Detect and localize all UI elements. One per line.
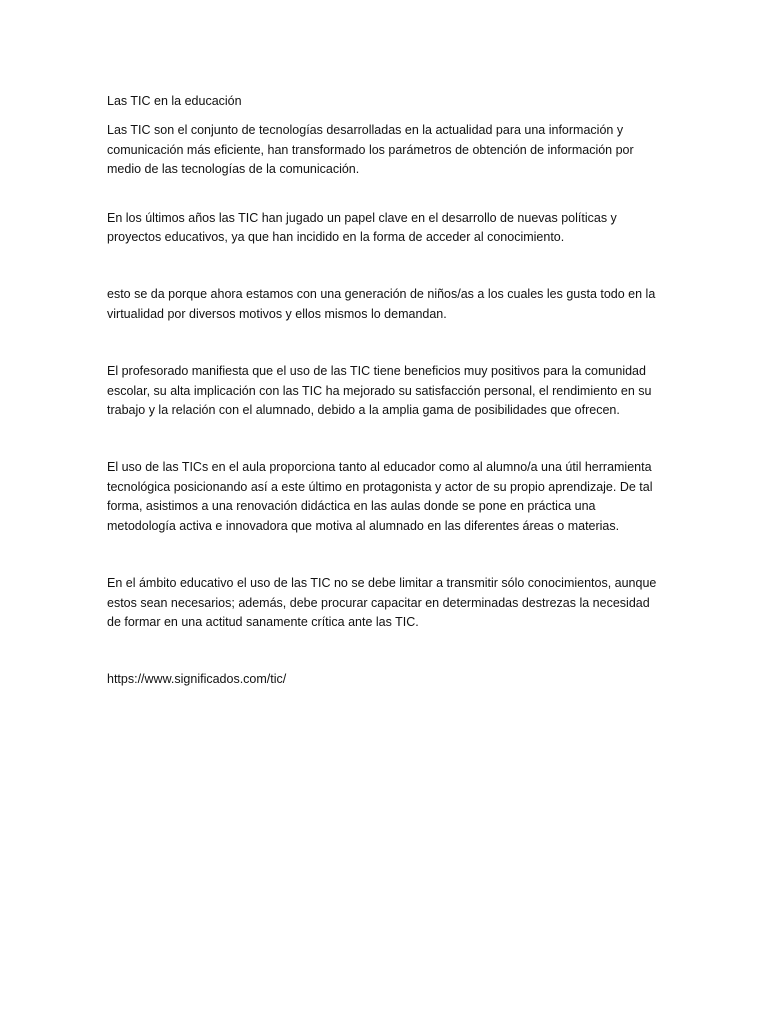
- paragraph-classroom-use: El uso de las TICs en el aula proporciona tanto al educador como al alumno/a una útil herramienta tecnológica posicionando así a este último en protagonista y actor de su propio aprendizaje. De tal forma, asistimos a una renovación didáctica en las aulas donde se pone en práctica una metodología activa e innovadora que motiva al alumnado en las diferentes áreas o materias.: [107, 460, 653, 533]
- paragraph-teachers: El profesorado manifiesta que el uso de las TIC tiene beneficios muy positivos para la comunidad escolar, su alta implicación con las TIC ha mejorado su satisfacción personal, el rendimiento en su trabajo y la relación con el alumnado, debido a la amplia gama de posibilidades que ofrecen.: [107, 364, 652, 418]
- paragraph-generation: esto se da porque ahora estamos con una generación de niños/as a los cuales les gusta todo en la virtualidad por diversos motivos y ellos mismos lo demandan.: [107, 287, 656, 321]
- document-body: [107, 92, 663, 690]
- paragraph-role: En los últimos años las TIC han jugado un papel clave en el desarrollo de nuevas políticas y proyectos educativos, ya que han incidido en la forma de acceder al conocimiento.: [107, 210, 617, 245]
- paragraph-educational-scope: En el ámbito educativo el uso de las TIC no se debe limitar a transmitir sólo conocimientos, aunque estos sean necesarios; además, debe procurar capacitar en determinadas destrezas la necesidad de formar en una actitud sanamente crítica ante las TIC.: [107, 576, 657, 629]
- document-title: Las TIC en la educación: [107, 94, 242, 108]
- paragraph-definition: Las TIC son el conjunto de tecnologías desarrolladas en la actualidad para una información y comunicación más eficiente, han transformado los parámetros de obtención de información por medio de las tecnologías de la comunicación.: [107, 123, 634, 177]
- source-url: https://www.significados.com/tic/: [107, 672, 287, 687]
